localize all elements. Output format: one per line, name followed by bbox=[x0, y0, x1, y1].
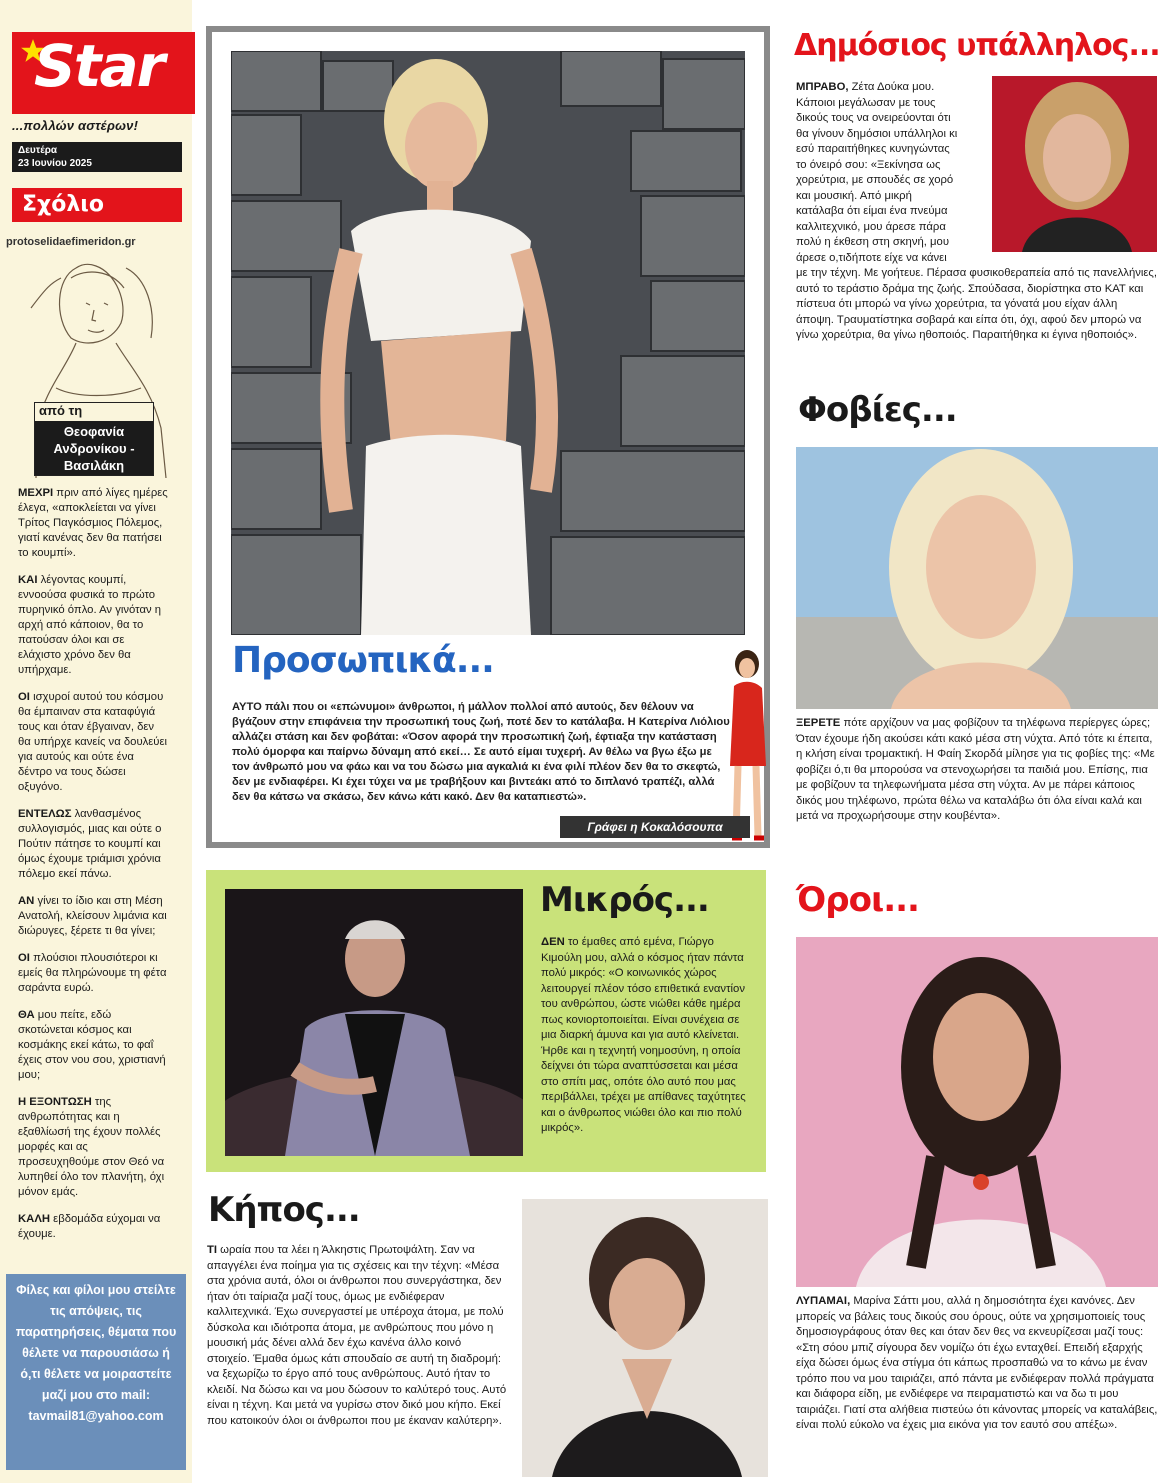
kimoulis-photo bbox=[225, 889, 523, 1156]
contact-email[interactable]: tavmail81@yahoo.com bbox=[28, 1409, 164, 1423]
comment-paragraph: ΚΑΛΗ εβδομάδα εύχομαι να έχουμε. bbox=[18, 1213, 161, 1240]
comment-paragraph: ΟΙ πλούσιοι πλουσιότεροι κι εμείς θα πληρώνουμε τη φέτα σαράντα ευρώ. bbox=[18, 952, 167, 994]
article-mikros: ΔΕΝ το έμαθες από εμένα, Γιώργο Κιμούλη μου, αλλά ο κόσμος ήταν πάντα πολύ μικρός: «Ο κοινωνικός χώρος λειτουργεί πλέον τόσο επιθετικά εναντίον του ανθρώπου, ώστε νιώθει κάθε ημέρα πως κονιορτοποιείται. Είναι συνέχεια σε μια διαρκή άμυνα και για αυτό κλείνεται. Ήρθε και η τεχνητή νοημοσύνη, η οποία δείχνει ότι τώρα αναπτύσσεται και μέσα στο σπίτι μας, οπότε όλο αυτό που μας περιβάλλει, τρέχει με απίθανες ταχύτητες και ο άνθρωπος νιώθει όλο και πιο πολύ μικρός». bbox=[541, 936, 746, 1134]
article-oroi: ΛΥΠΑΜΑΙ, Μαρίνα Σάττι μου, αλλά η δημοσιότητα έχει κανόνες. Δεν μπορείς να βάλεις τους δικούς σου όρους, ούτε να χρησιμοποιείς τους δημοσιογράφους όταν θες και όταν δεν θες να εκνευρίζεσαι μαζί τους: «Στη σόου μπιζ σίγουρα δεν νομίζω ότι έχω ενταχθεί. Επειδή εξαρχής είχα δώσει όμως ένα στίγμα ότι κάπως προσπαθώ να το κάνω με έναν τρόπο που να μου ταιριάζει, από πάντα με ενδιέφεραν πολλά πράγματα και διάφορα είδη, με ενδιέφερε να πειραματιστώ και να δω τι μου ταιριάζει. Γιατί στα αλήθεια πιστεύω ότι κάνοντας μπορείς να καταλάβεις, είναι πολύ εύκολο να έχεις μια εικόνα για τον εαυτό σου απέξω». bbox=[796, 1295, 1158, 1431]
comment-paragraph: Η ΕΞΟΝΤΩΣΗ της ανθρωπότητας και η εξαθλίωσή της έχουν πολλές μορφές και ας προσευχηθούμε στον Θεό να λυπηθεί όλο τον πλανήτη, όχι μόνον εμάς. bbox=[18, 1096, 165, 1198]
issue-date: 23 Ιουνίου 2025 bbox=[18, 158, 92, 169]
headline-kipos: Κήπος... bbox=[208, 1190, 360, 1230]
skorda-photo bbox=[796, 447, 1158, 709]
section-header-comment: Σχόλιο bbox=[12, 188, 182, 222]
author-name: Θεοφανία Ανδρονίκου - Βασιλάκη bbox=[35, 421, 153, 475]
headline-fovies: Φοβίες... bbox=[798, 390, 957, 430]
comment-paragraph: ΑΝ γίνει το ίδιο και στη Μέση Ανατολή, κλείσουν λιμάνια και διώρυγες, ξέρετε τι θα γίνει; bbox=[18, 895, 167, 937]
headline-dimosios: Δημόσιος υπάλληλος... bbox=[794, 28, 1160, 63]
tagline: ...πολλών αστέρων! bbox=[12, 118, 139, 133]
article-dimosios: ΜΠΡΑΒΟ, Ζέτα Δούκα μου. Κάποιοι μεγάλωσαν με τους δικούς τους να ονειρεύονται ότι θα γίνουν δημόσιοι υπάλληλοι κι εσύ παραιτήθηκες κυνηγώντας το όνειρό σου: «Ξεκίνησα ως χορεύτρια, με σπουδές σε χορό και μουσική. Από μικρή κατάλαβα ότι είμαι ένα πνεύμα καλλιτεχνικό, μου άρεσε πάρα πολύ η έκθεση στη σκηνή, μου άρεσε ο,τιδήποτε είχε να κάνει με την τέχνη. Με γοήτευε. Πέρασα φυσικοθεραπεία από τις πανελλήνιες, αυτό το τεράστιο δράμα της ζωής. Σπούδασα, διορίστηκα στο ΚΑΤ και πίστευα ότι μπορώ να γίνω χορεύτρια, τα γόνατά μου είχαν άλλη άποψη. Τραυματίστηκα σοβαρά και είπα ότι, όχι, αφού δεν μπορώ να γίνω χορεύτρια, θα γίνω ηθοποιός. Παραιτήθηκα κι έγινα ηθοποιός». bbox=[796, 81, 1158, 341]
mailbox-text: Φίλες και φίλοι μου στείλτε τις απόψεις, τις παρατηρήσεις, θέματα που θέλετε να παρουσιάσω ή ό,τι θέλετε να μοιραστείτε μαζί μου στο mail: bbox=[15, 1283, 177, 1402]
protopsalti-photo bbox=[522, 1199, 768, 1477]
comment-paragraph: ΟΙ ισχυροί αυτού του κόσμου θα έμπαιναν στα καταφύγιά τους και όταν έβγαιναν, δεν θα υπήρχε κανείς να δουλεύει για αυτούς και ούτε ένα δέντρο να τους δώσει οξυγόνο. bbox=[18, 691, 168, 793]
headline-mikros: Μικρός... bbox=[540, 880, 709, 920]
mailbox-notice bbox=[6, 1274, 186, 1470]
satti-photo bbox=[796, 937, 1158, 1287]
article-fovies: ΞΕΡΕΤΕ πότε αρχίζουν να μας φοβίζουν τα τηλέφωνα περίεργες ώρες; Όταν έχουμε ήδη ακούσει κάτι κακό μέσα στη νύχτα. Από τότε κι έπειτα, η κλήση είναι τρομακτική. Η Φαίη Σκορδά μίλησε για τις φοβίες της: «Με φοβίζει ό,τι θα μπορούσα να στενοχωρήσει τα παιδιά μου. Επίσης, πια με φοβίζουν τα τηλεφωνήματα μέσα στη νύχτα. Αν με πάρει κάποιος δικός μου τηλέφωνο, πρώτα θέλω να καταλάβω ότι όλα είναι καλά και μετά να προχωρήσουμε στην κουβέντα». bbox=[796, 717, 1155, 822]
logo-text: Star bbox=[34, 32, 164, 100]
comment-paragraph: ΚΑΙ λέγοντας κουμπί, εννοούσα φυσικά το πρώτο πυρηνικό όπλο. Αν γινόταν η αρχή από κάποιον, θα το πατούσαν όλοι και σε ελάχιστο χρόνο δεν θα υπήρχαμε. bbox=[18, 574, 162, 676]
comment-paragraph: ΘΑ μου πείτε, εδώ σκοτώνεται κόσμος και κοσμάκης εκεί κάτω, το φαΐ έχεις στον νου σου, χριστιανή μου; bbox=[18, 1009, 166, 1081]
comment-paragraph: ΜΕΧΡΙ πριν από λίγες ημέρες έλεγα, «αποκλείεται να γίνει Τρίτος Παγκόσμιος Πόλεμος, γιατί κανένας δεν θα πατήσει το κουμπί». bbox=[18, 487, 168, 559]
author-box bbox=[34, 402, 154, 476]
article-prosopika: ΑΥΤΟ πάλι που οι «επώνυμοι» άνθρωποι, ή μάλλον πολλοί από αυτούς, δεν θέλουν να βγάζουν στην επιφάνεια την προσωπική τους ζωή, ποτέ δεν το κατάλαβα. Η Κατερίνα Λιόλιου αλλάζει στάση και δεν φοβάται: «Όσον αφορά την προσωπική ζωή, έφτιαξα την κατάσταση πολύ όμορφα και παίρνω δύναμη από εκεί… Σε αυτό είμαι τυχερή. Αν θέλω να βγω έξω με τον άνθρωπό μου να φάω και να του δώσω μια αγκαλιά κι ένα φιλί πλέον δεν θα το σκεφτώ, δεν με ενδιαφέρει. Κι έχει τύχει να με τραβήξουν και βιντεάκι από το διπλανό τραπέζι, αλλά δεν θα κάτσω να σκάσω, δεν κάνω κάτι κακό. Δεν θα καταπιεστώ». bbox=[232, 701, 730, 803]
headline-oroi: Όροι... bbox=[796, 880, 919, 920]
issue-day: Δευτέρα bbox=[18, 145, 58, 156]
columnist-byline: Γράφει η Κοκαλόσουπα bbox=[560, 816, 750, 838]
date-bar bbox=[12, 142, 182, 172]
comment-paragraph: ΕΝΤΕΛΩΣ λανθασμένος συλλογισμός, μιας και ούτε ο Πούτιν πάτησε το κουμπί και όμως έχουμε τριάμισι χρόνια πόλεμο εκεί πάνω. bbox=[18, 808, 162, 880]
article-kipos: ΤΙ ωραία που τα λέει η Άλκηστις Πρωτοψάλτη. Σαν να απαγγέλει ένα ποίημα για τις σχέσεις και την τέχνη: «Μέσα στα χρόνια αυτά, όλοι οι άνθρωποι που συνεργάστηκα, δεν ήταν ότι ταίριαζα μαζί τους, όμως με ενδιέφεραν καλλιτεχνικά. Έχω συνεργαστεί με υπέροχα άτομα, με πολύ δύσκολα και ιδιότροπα άτομα, με ανθρώπους που μόνο η μουσική μάς δένει αλλά δεν έχω κανένα άλλο κοινό στοιχείο. Έμαθα όμως κάτι σπουδαίο σε αυτή τη διαδρομή: να ξεχωρίζω το έργο από τους ανθρώπους. Αυτό ήταν το κλειδί. Να δώσω και να μου δώσουν το καλύτερό τους. Αυτό είναι η τέχνη. Και μετά να γυρίσω στον δικό μου κήπο. Εκεί που κατοικούν όλοι οι άνθρωποι που με έκαναν καλύτερη». bbox=[207, 1244, 507, 1427]
author-prefix: από τη bbox=[39, 403, 83, 418]
star-logo bbox=[12, 32, 195, 114]
comment-body bbox=[18, 486, 170, 1254]
main-photo bbox=[231, 51, 745, 635]
watermark-site: protoselidaefimeridon.gr bbox=[6, 236, 136, 248]
headline-prosopika: Προσωπικά... bbox=[232, 640, 494, 681]
